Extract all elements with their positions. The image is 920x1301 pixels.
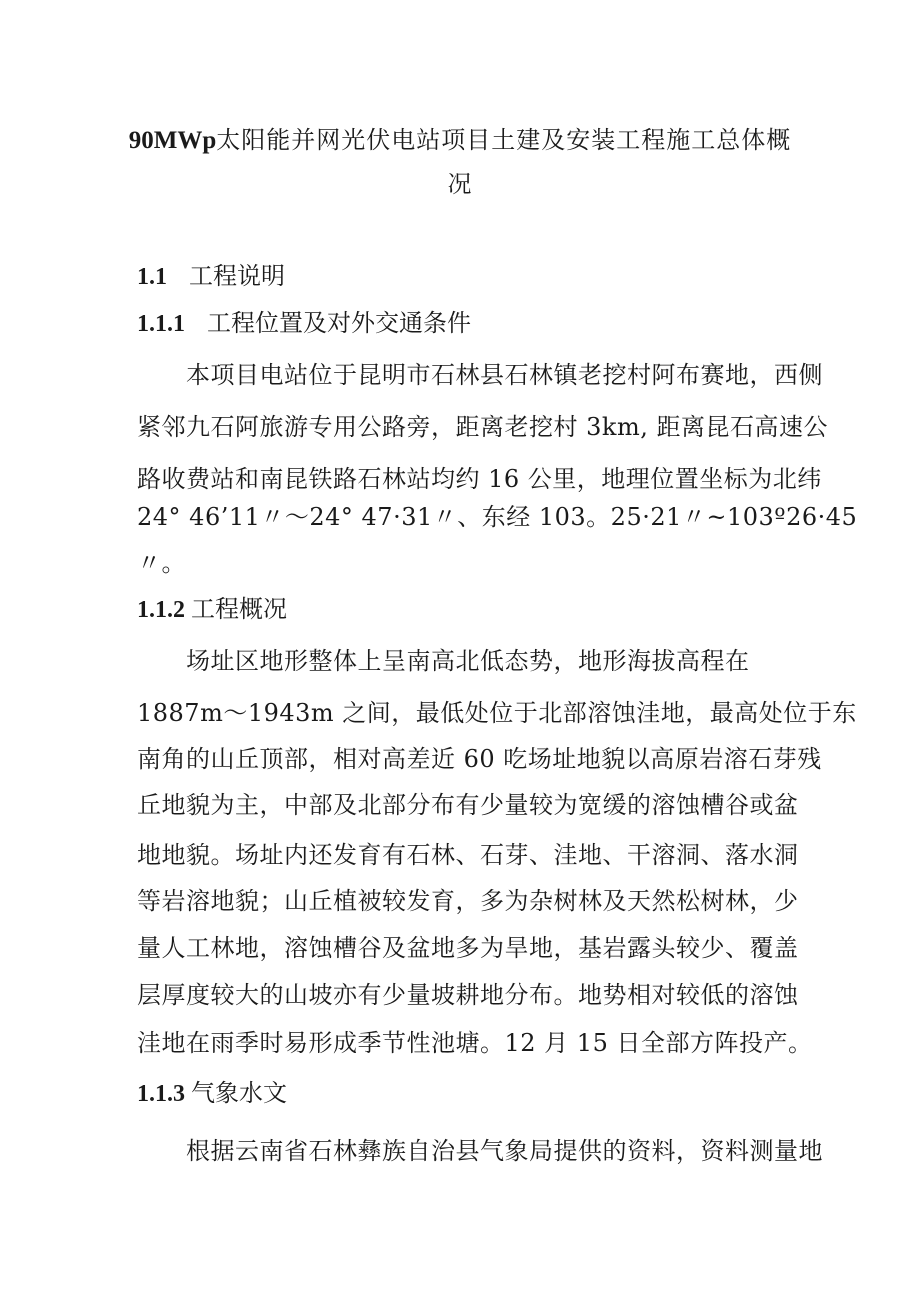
section-title: 工程概况	[191, 595, 287, 623]
paragraph-line: 本项目电站位于昆明市石林县石林镇老挖村阿布赛地，西侧	[186, 361, 823, 389]
section-title: 气象水文	[191, 1079, 287, 1107]
paragraph-line: 洼地在雨季时易形成季节性池塘。12 月 15 日全部方阵投产。	[137, 1029, 813, 1057]
section-number: 1.1.3	[137, 1081, 185, 1107]
section-number: 1.1.2	[137, 597, 185, 623]
section-heading-1-1-1	[137, 305, 471, 342]
section-heading-1-1	[137, 258, 285, 295]
paragraph-line: 场址区地形整体上呈南高北低态势，地形海拔高程在	[186, 647, 750, 675]
section-title: 工程说明	[189, 262, 285, 290]
section-number: 1.1	[137, 264, 167, 290]
section-heading-1-1-2	[137, 591, 287, 628]
title-text: 太阳能并网光伏电站项目土建及安装工程施工总体概	[216, 126, 792, 154]
section-title: 工程位置及对外交通条件	[207, 309, 471, 337]
paragraph-line: 等岩溶地貌；山丘植被较发育，多为杂树林及天然松树林，少	[137, 887, 799, 915]
section-heading-1-1-3	[137, 1075, 287, 1112]
paragraph-line: 量人工林地，溶蚀槽谷及盆地多为旱地，基岩露头较少、覆盖	[137, 934, 799, 962]
paragraph-line: 地地貌。场址内还发育有石林、石芽、洼地、干溶洞、落水洞	[137, 841, 799, 869]
paragraph-line: 南角的山丘顶部，相对高差近 60 吃场址地貌以高原岩溶石芽残	[137, 745, 822, 773]
paragraph-line: 层厚度较大的山坡亦有少量坡耕地分布。地势相对较低的溶蚀	[137, 981, 799, 1009]
paragraph-line: 路收费站和南昆铁路石林站均约 16 公里，地理位置坐标为北纬	[137, 465, 822, 493]
document-title	[120, 118, 800, 163]
paragraph-line: 〃。	[137, 549, 186, 577]
paragraph-line: 丘地貌为主，中部及北部分布有少量较为宽缓的溶蚀槽谷或盆	[137, 791, 799, 819]
document-title-continued: 况	[447, 170, 473, 198]
paragraph-line: 1887m～1943m 之间，最低处位于北部溶蚀洼地，最高处位于东	[137, 699, 857, 727]
paragraph-line: 紧邻九石阿旅游专用公路旁，距离老挖村 3km, 距离昆石高速公	[137, 413, 828, 441]
paragraph-line: 24° 46’11〃～24° 47·31〃、东经 103。25·21〃~103º26·45	[137, 503, 858, 531]
title-capacity: 90MWp	[128, 127, 217, 154]
section-number: 1.1.1	[137, 311, 185, 337]
paragraph-line: 根据云南省石林彝族自治县气象局提供的资料，资料测量地	[186, 1137, 823, 1165]
